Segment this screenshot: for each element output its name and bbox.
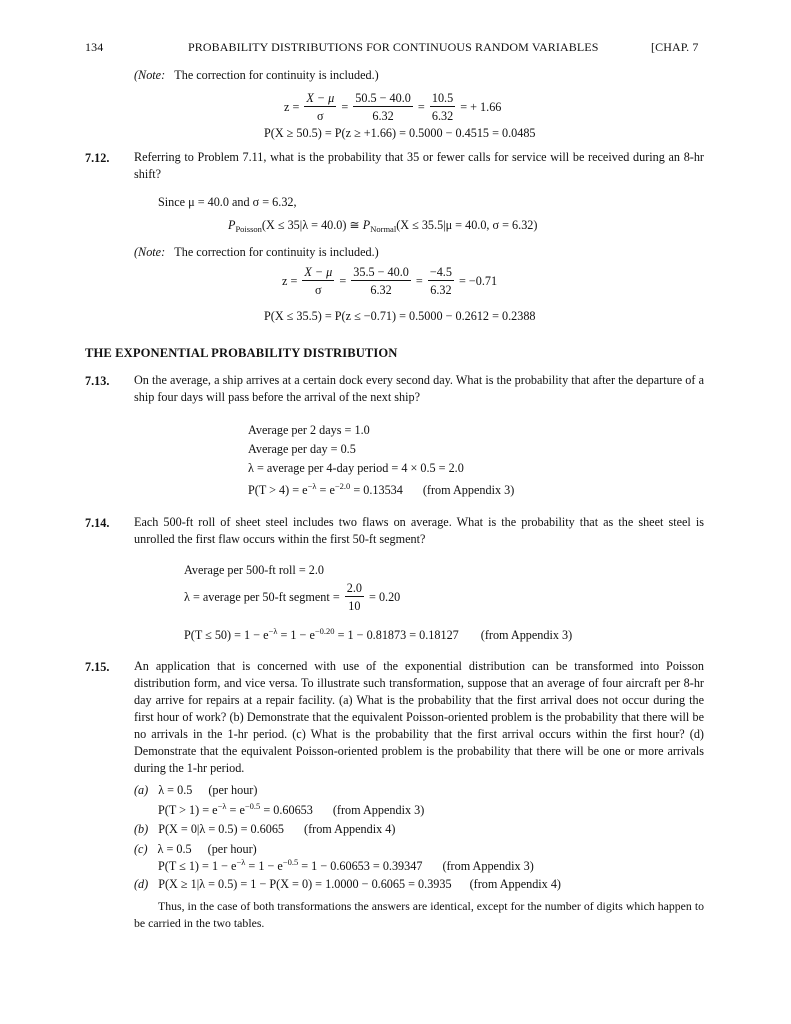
appendix-ref: (from Appendix 3) (480, 628, 573, 642)
expr: = 1 − 0.81873 = 0.18127 (334, 628, 459, 642)
chapter-label: [CHAP. 7 (651, 40, 699, 54)
numerator: 2.0 (345, 582, 364, 597)
problem-7-13-text: On the average, a ship arrives at a certain dock every second day. What is the probability that after the departure of a ship four days will pass before the arrival of the next ship? (134, 373, 704, 404)
expr: P(T > 1) = e (158, 803, 218, 817)
section-title: THE EXPONENTIAL PROBABILITY DISTRIBUTION (85, 346, 398, 360)
running-title: PROBABILITY DISTRIBUTIONS FOR CONTINUOUS RANDOM VARIABLES (188, 40, 599, 54)
since-line: Since μ = 40.0 and σ = 6.32, (158, 195, 297, 209)
avg-per-day: Average per day = 0.5 (248, 442, 356, 456)
numerator: X − μ (304, 92, 336, 107)
fraction (353, 92, 413, 122)
approx-text: (X ≤ 35.5|μ = 40.0, σ = 6.32) (396, 218, 538, 232)
conclusion-text: Thus, in the case of both transformations the answers are identical, except for the number of digits which happen to be carried in the two tables. (134, 899, 704, 930)
numerator: 50.5 − 40.0 (353, 92, 413, 107)
problem-number-7-14: 7.14. (85, 516, 110, 530)
z-result: = −0.71 (459, 274, 498, 289)
z-equation-7-12: z = $\frac{X - \mu}{\sigma}$ = $\frac{35.5 - 40.0}{6.32}$ = $\frac{-4.5}{6.32}$ = −0.71 (282, 265, 498, 298)
lambda-50ft (184, 582, 400, 612)
avg-2-days: Average per 2 days = 1.0 (248, 423, 370, 437)
problem-number-7-13: 7.13. (85, 374, 110, 388)
expr: P(T ≤ 50) = 1 − e (184, 628, 269, 642)
part-label: (a) (134, 783, 149, 797)
denominator: 6.32 (430, 283, 452, 298)
approx-text: (X ≤ 35|λ = 40.0) ≅ (261, 218, 363, 232)
expr: P(X = 0|λ = 0.5) = 0.6065 (158, 822, 285, 836)
z-lhs: z = (282, 274, 298, 289)
exponent: −0.5 (244, 801, 261, 811)
exponent: −λ (307, 481, 317, 491)
appendix-ref: (from Appendix 3) (422, 483, 515, 497)
p-symbol: P (362, 218, 371, 232)
appendix-ref: (from Appendix 4) (304, 822, 396, 836)
problem-7-15-text: An application that is concerned with use of the exponential distribution can be transformed into Poisson distribution form, and vice versa. To illustrate such transformation, suppose that an average of four aircraft per 8-hr day arrive for repairs at a repair facility. (a) What is the probability that the first arrival does not occur during the first hour of work? (b) Demonstrate that the equivalent Poisson-oriented problem is the probability that there will be no arrivals in the 1-hr period. (c) What is the probability that the first arrival occurs within the first hour? (d) Demonstrate that the equivalent Poisson-oriented problem is the probability that there will be one or more arrivals during the 1-hr period. (134, 659, 704, 775)
part-b-line1 (134, 823, 395, 835)
subscript: Poisson (235, 224, 262, 234)
fraction (302, 266, 334, 296)
z-result: = + 1.66 (460, 100, 502, 115)
part-label: (c) (134, 842, 148, 856)
expr: P(T ≤ 1) = 1 − e (158, 859, 237, 873)
appendix-ref: (from Appendix 3) (332, 803, 425, 817)
p-symbol: P (228, 218, 236, 232)
note-text: The correction for continuity is included.) (174, 245, 379, 259)
approx-line (228, 219, 537, 234)
note-text: The correction for continuity is included.) (174, 68, 379, 82)
unit: (per hour) (208, 783, 258, 797)
exponent: −0.5 (282, 857, 299, 867)
expr: = e (316, 483, 335, 497)
exponent: −λ (236, 857, 246, 867)
expr: λ = average per 50-ft segment = (184, 590, 340, 605)
expr: = 1 − e (277, 628, 315, 642)
problem-7-12-text: Referring to Problem 7.11, what is the probability that 35 or fewer calls for service will be received during an 8-hr shift? (134, 150, 704, 181)
prob-line-7-12: P(X ≤ 35.5) = P(z ≤ −0.71) = 0.5000 − 0.2612 = 0.2388 (264, 309, 536, 323)
appendix-ref: (from Appendix 4) (469, 877, 561, 891)
part-c-line2 (158, 858, 534, 872)
problem-number-7-12: 7.12. (85, 151, 110, 165)
expr: = 0.20 (369, 590, 401, 605)
z-lhs: z = (284, 100, 300, 115)
denominator: 10 (348, 599, 361, 614)
unit: (per hour) (207, 842, 257, 856)
exponent: −λ (268, 626, 278, 636)
numerator: 35.5 − 40.0 (351, 266, 411, 281)
z-equation-top: z = $\frac{X - \mu}{\sigma}$ = $\frac{50.5 - 40.0}{6.32}$ = $\frac{10.5}{6.32}$ = + 1.66 (284, 91, 502, 124)
denominator: σ (317, 109, 324, 124)
exponent: −2.0 (334, 481, 351, 491)
fraction (304, 92, 336, 122)
expr: = e (226, 803, 245, 817)
numerator: X − μ (302, 266, 334, 281)
fraction (345, 582, 364, 612)
fraction (430, 92, 455, 122)
note-label: (Note: (134, 68, 166, 82)
page-number: 134 (85, 40, 104, 54)
fraction (351, 266, 411, 296)
fraction (428, 266, 454, 296)
exponent: −λ (217, 801, 227, 811)
prob-t-le-50 (184, 627, 572, 641)
denominator: σ (315, 283, 322, 298)
exponent: −0.20 (314, 626, 335, 636)
denominator: 6.32 (370, 283, 392, 298)
prob-line-top: P(X ≥ 50.5) = P(z ≥ +1.66) = 0.5000 − 0.4515 = 0.0485 (264, 126, 536, 140)
numerator: −4.5 (428, 266, 454, 281)
expr: λ = 0.5 (158, 783, 193, 797)
part-d-line1 (134, 878, 561, 890)
note-top (134, 69, 379, 81)
problem-number-7-15: 7.15. (85, 660, 110, 674)
part-c-line1 (134, 843, 257, 855)
expr: = 1 − e (245, 859, 283, 873)
expr: P(T > 4) = e (248, 483, 308, 497)
expr: P(X ≥ 1|λ = 0.5) = 1 − P(X = 0) = 1.0000 − 0.6065 = 0.3935 (158, 877, 452, 891)
note-label: (Note: (134, 245, 166, 259)
expr: = 0.60653 (260, 803, 313, 817)
denominator: 6.32 (372, 109, 394, 124)
part-label: (b) (134, 822, 149, 836)
note-7-12 (134, 246, 379, 258)
lambda-4-day: λ = average per 4-day period = 4 × 0.5 = 2.0 (248, 461, 464, 475)
part-a-line2 (158, 802, 424, 816)
expr: = 1 − 0.60653 = 0.39347 (298, 859, 423, 873)
expr: = 0.13534 (350, 483, 403, 497)
problem-7-14-text: Each 500-ft roll of sheet steel includes two flaws on average. What is the probability that as the sheet steel is unrolled the first flaw occurs within the first 50-ft segment? (134, 515, 704, 546)
denominator: 6.32 (431, 109, 454, 124)
prob-t-gt-4 (248, 482, 514, 496)
numerator: 10.5 (430, 92, 455, 107)
part-label: (d) (134, 877, 149, 891)
appendix-ref: (from Appendix 3) (442, 859, 534, 873)
part-a-line1 (134, 784, 257, 796)
subscript: Normal (370, 224, 397, 234)
expr: λ = 0.5 (157, 842, 192, 856)
avg-500ft: Average per 500-ft roll = 2.0 (184, 563, 324, 577)
